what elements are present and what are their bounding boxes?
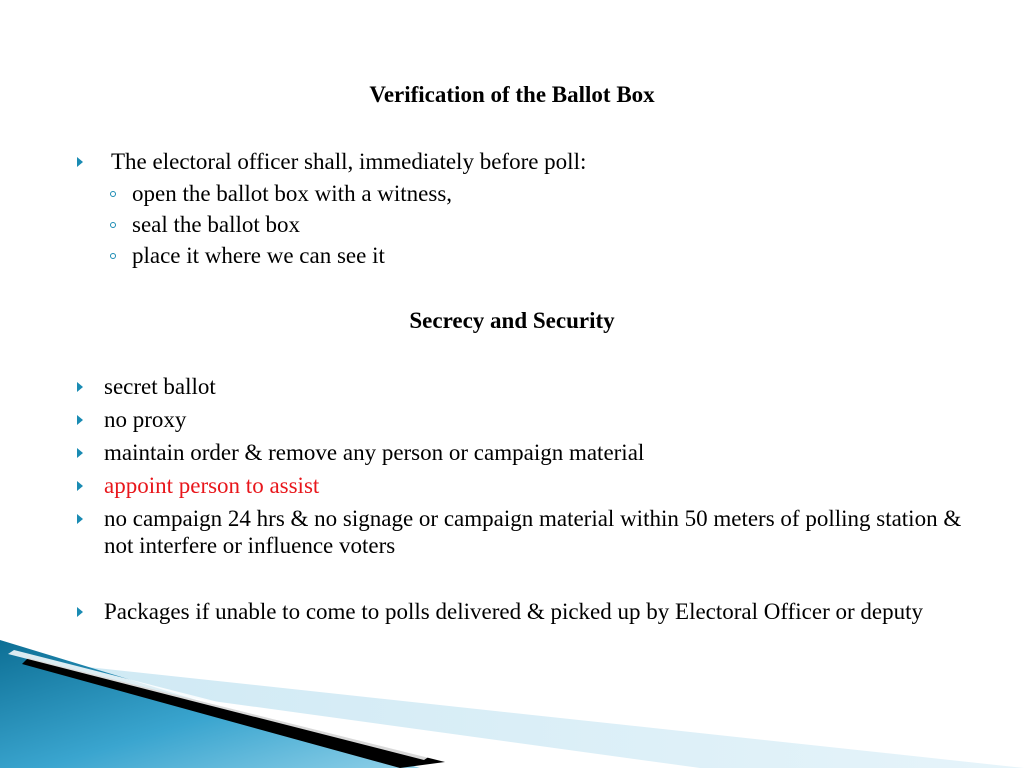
sub-bullet-text: open the ballot box with a witness, — [132, 181, 453, 206]
triangle-bullet-icon — [77, 382, 83, 392]
triangle-bullet-icon — [77, 481, 83, 491]
triangle-bullet-icon — [77, 157, 83, 167]
section-heading-verification: Verification of the Ballot Box — [369, 82, 655, 107]
section-heading-secrecy: Secrecy and Security — [409, 308, 615, 333]
bullet-text: no campaign 24 hrs & no signage or campaign material within 50 meters of polling station & not interfere or influence voters — [104, 506, 962, 558]
hollow-circle-bullet-icon — [110, 222, 116, 228]
triangle-bullet-icon — [77, 415, 83, 425]
sub-bullet-item — [0, 242, 1024, 270]
sub-bullet-item — [0, 211, 1024, 239]
bullet-text: Packages if unable to come to polls delivered & picked up by Electoral Officer or deputy — [104, 599, 924, 624]
hollow-circle-bullet-icon — [110, 253, 116, 259]
bullet-text: maintain order & remove any person or campaign material — [104, 440, 645, 465]
bullet-item — [0, 373, 1024, 401]
bullet-item-highlight — [0, 472, 1024, 500]
triangle-bullet-icon — [77, 607, 83, 617]
bullet-item — [0, 439, 1024, 467]
bullet-text-highlight: appoint person to assist — [104, 473, 320, 498]
decorative-corner-swoosh — [0, 640, 1024, 768]
sub-bullet-text: seal the ballot box — [132, 212, 300, 237]
sub-bullet-item — [0, 180, 1024, 208]
sub-bullet-text: place it where we can see it — [132, 243, 385, 268]
triangle-bullet-icon — [77, 514, 83, 524]
bullet-text: The electoral officer shall, immediately before poll: — [111, 149, 587, 174]
bullet-item — [0, 406, 1024, 434]
bullet-item — [0, 505, 1024, 561]
triangle-bullet-icon — [77, 448, 83, 458]
bullet-item-lead — [0, 148, 1024, 176]
bullet-text: no proxy — [104, 407, 187, 432]
bullet-text: secret ballot — [104, 374, 216, 399]
hollow-circle-bullet-icon — [110, 191, 116, 197]
